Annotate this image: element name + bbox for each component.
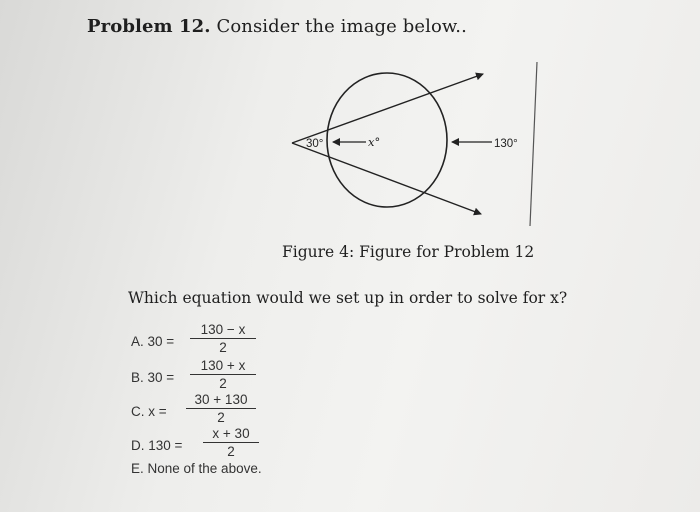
arc-x-label: x° — [368, 135, 381, 149]
problem-statement: Consider the image below.. — [216, 16, 467, 37]
option-b-label: B. 30 = — [131, 370, 175, 385]
problem-number: Problem 12. — [87, 16, 211, 37]
option-d-denominator: 2 — [227, 444, 235, 460]
option-a-label: A. 30 = — [131, 334, 175, 349]
option-b-fraction-bar — [190, 374, 256, 375]
option-c-fraction — [186, 392, 256, 425]
option-a-numerator: 130 − x — [200, 322, 246, 337]
option-c-numerator: 30 + 130 — [194, 392, 248, 407]
upper-secant-line — [292, 74, 483, 143]
option-c-fraction-bar — [186, 408, 256, 409]
option-d-label: D. 130 = — [131, 438, 183, 453]
figure-caption: Figure 4: Figure for Problem 12 — [282, 243, 535, 261]
angle-30-label: 30° — [306, 138, 324, 150]
option-c-label: C. x = — [131, 404, 167, 419]
option-d-fraction-bar — [203, 442, 259, 443]
arc-130-label: 130° — [494, 138, 518, 150]
option-e-label: E. None of the above. — [131, 461, 262, 476]
option-d-fraction — [203, 426, 259, 459]
option-a-fraction — [190, 322, 256, 355]
vertical-line — [530, 62, 537, 226]
option-b-denominator: 2 — [219, 376, 227, 392]
option-a-fraction-bar — [190, 338, 256, 339]
option-b-fraction — [190, 358, 256, 391]
option-d-numerator: x + 30 — [212, 426, 250, 441]
option-b-numerator: 130 + x — [200, 358, 246, 373]
lower-secant-line — [292, 143, 481, 214]
option-c-denominator: 2 — [217, 410, 225, 426]
question-text: Which equation would we set up in order to solve for x? — [128, 289, 568, 307]
option-a-denominator: 2 — [219, 340, 227, 356]
